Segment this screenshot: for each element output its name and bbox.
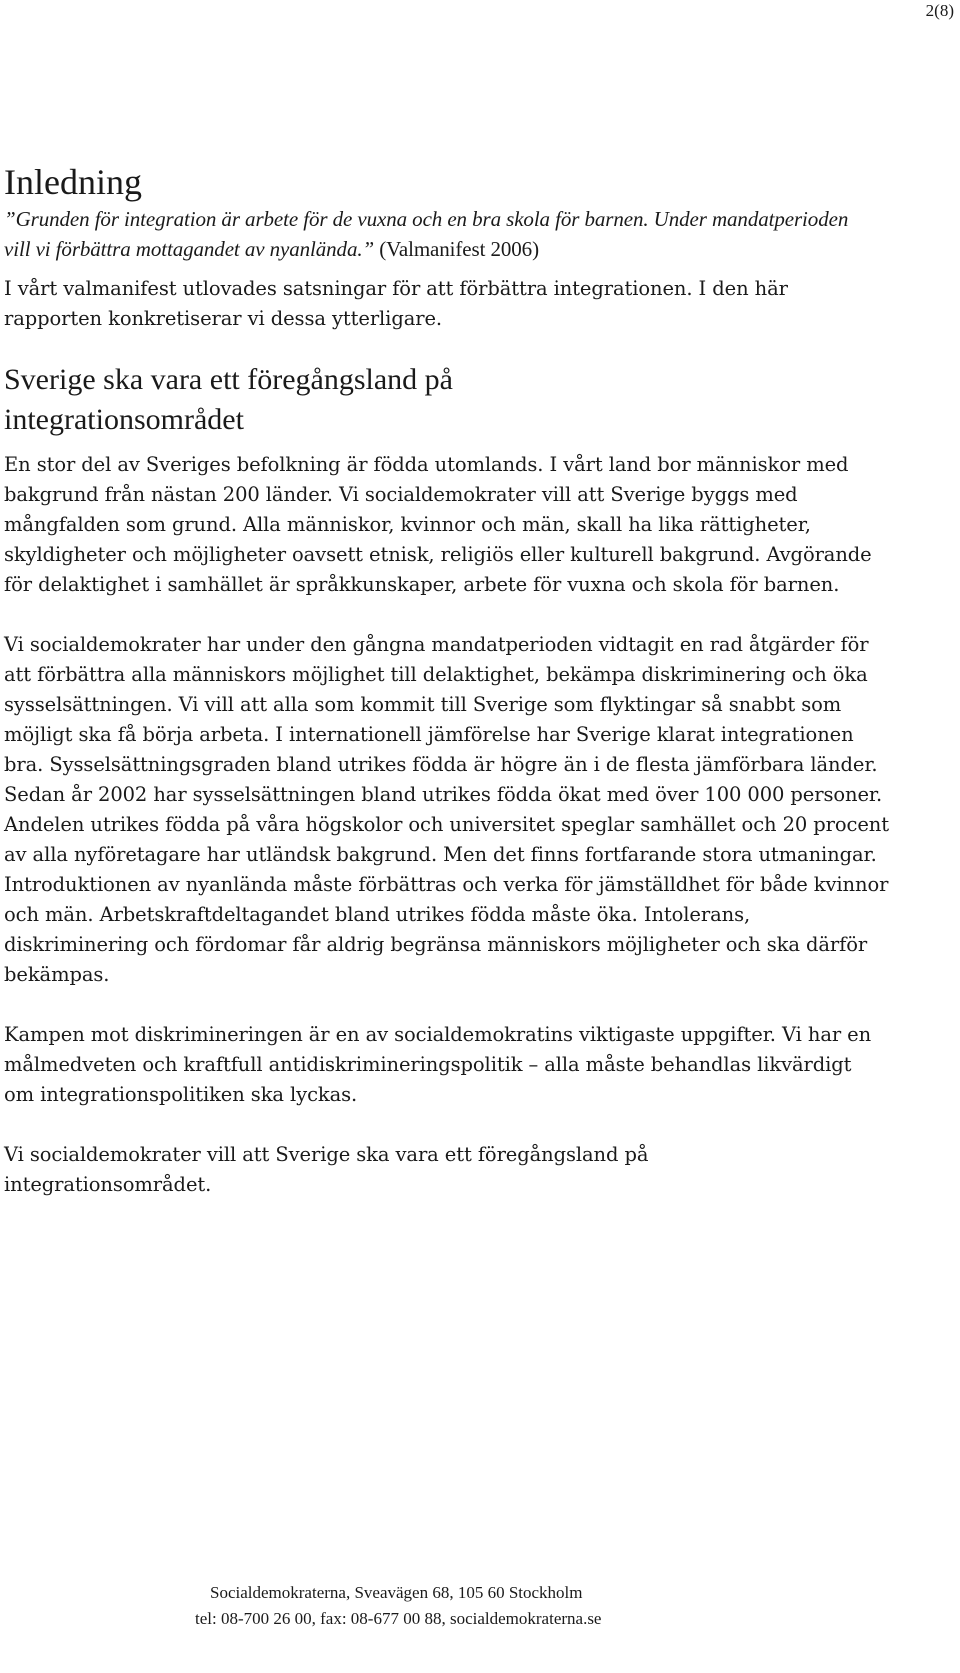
page-title: Inledning	[4, 162, 142, 202]
quote-source: (Valmanifest 2006)	[374, 237, 539, 261]
footer-address: Socialdemokraterna, Sveavägen 68, 105 60 Stockholm	[210, 1583, 583, 1602]
paragraph-measures: Vi socialdemokrater har under den gångna mandatperioden vidtagit en rad åtgärder för att förbättra alla människors möjlighet till delaktighet, bekämpa diskriminering och öka sysselsättningen. Vi vill att alla som kommit till Sverige som flyktingar så snabbt som möjligt ska få börja arbeta. I internationell jämförelse har Sverige klarat integrationen bra. Sysselsättningsgraden bland utrikes födda är högre än i de flesta jämförbara länder. Sedan år 2002 har sysselsättningen bland utrikes födda ökat med över 100 000 personer. Andelen utrikes födda på våra högskolor och universitet speglar samhället och 20 procent av alla nyföretagare har utländsk bakgrund. Men det finns fortfarande stora utmaningar. Introduktionen av nyanlända måste förbättras och verka för jämställdhet för både kvinnor och män. Arbetskraftdeltagandet bland utrikes födda måste öka. Intolerans, diskriminering och fördomar får aldrig begränsa människors möjligheter och ska därför bekämpas.	[4, 633, 889, 986]
quote-text: ”Grunden för integration är arbete för de vuxna och en bra skola för barnen. Under mandatperioden vill vi förbättra mottagandet av nyanlända.”	[4, 207, 849, 261]
paragraph-conclusion: Vi socialdemokrater vill att Sverige ska vara ett föregångsland på integrationsområdet.	[4, 1143, 649, 1196]
intro-paragraph: I vårt valmanifest utlovades satsningar för att förbättra integrationen. I den här rapporten konkretiserar vi dessa ytterligare.	[4, 277, 788, 330]
footer-contact: tel: 08-700 26 00, fax: 08-677 00 88, socialdemokraterna.se	[195, 1609, 602, 1628]
section-heading: Sverige ska vara ett föregångsland på integrationsområdet	[4, 363, 453, 436]
manifesto-quote	[4, 204, 864, 264]
document-body	[4, 160, 904, 1200]
paragraph-discrimination: Kampen mot diskrimineringen är en av socialdemokratins viktigaste uppgifter. Vi har en målmedveten och kraftfull antidiskrimineringspolitik – alla måste behandlas likvärdigt om integrationspolitiken ska lyckas.	[4, 1023, 872, 1106]
page-number: 2(8)	[925, 1, 954, 20]
paragraph-population: En stor del av Sveriges befolkning är födda utomlands. I vårt land bor människor med bakgrund från nästan 200 länder. Vi socialdemokrater vill att Sverige byggs med mångfalden som grund. Alla människor, kvinnor och män, skall ha lika rättigheter, skyldigheter och möjligheter oavsett etnisk, religiös eller kulturell bakgrund. Avgörande för delaktighet i samhället är språkkunskaper, arbete för vuxna och skola för barnen.	[4, 453, 872, 596]
